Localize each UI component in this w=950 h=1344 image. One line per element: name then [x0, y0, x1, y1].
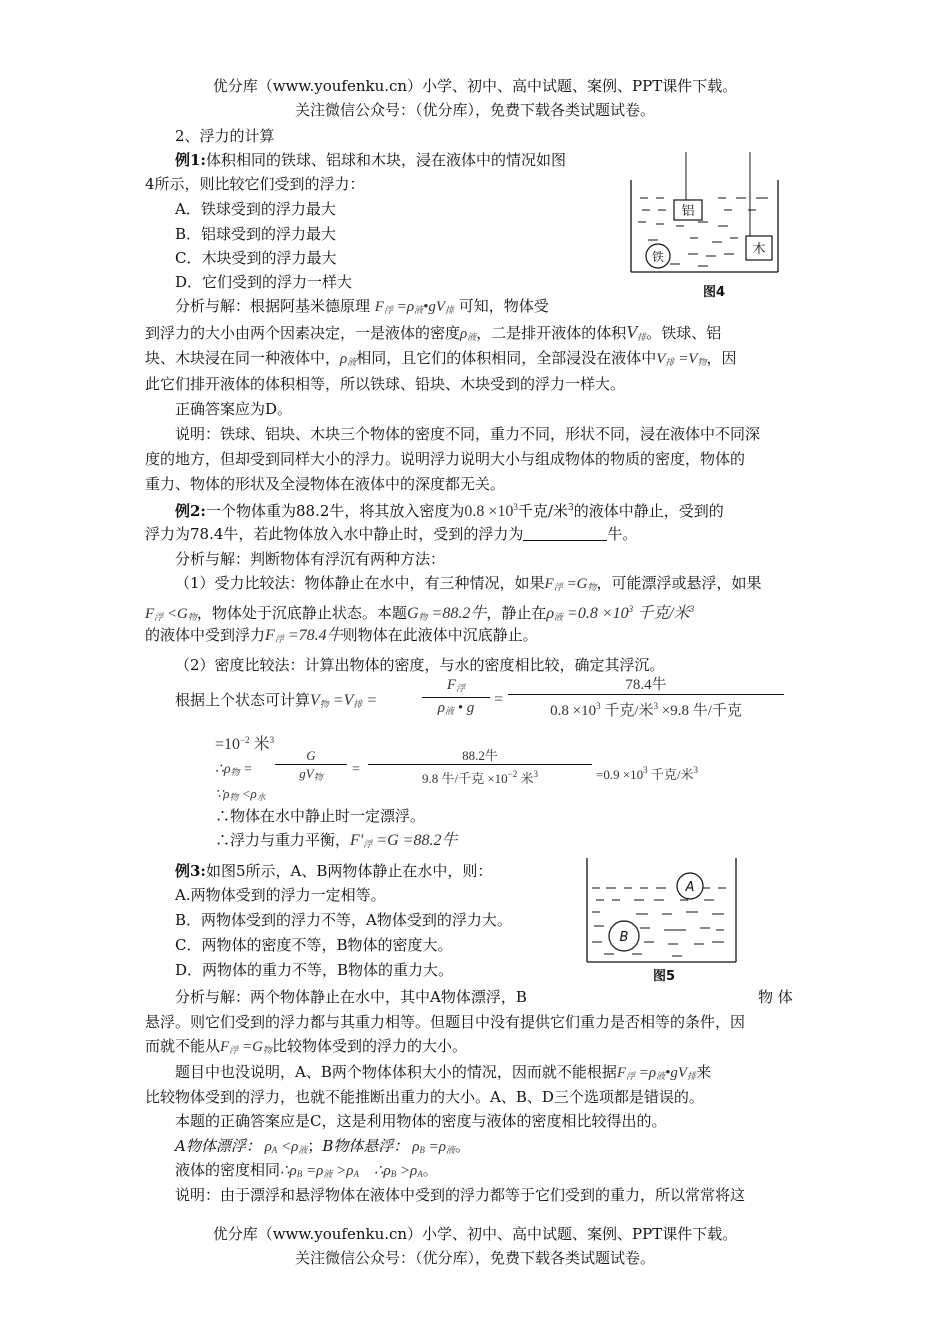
ex1-analysis-line3: [145, 348, 737, 372]
ex3-q: 如图5所示，A、B两物体静止在水中，则：: [205, 862, 493, 880]
ex2-density-value: $0.8 \times 10^3$: [464, 502, 518, 520]
ex2-question-line1: 例2:一个物体重为88.2牛，将其放入密度为$0.8 \times 10^3$千克/米$^3$的液体中静止，受到的: [175, 502, 724, 520]
ex2-q2-post: 牛。: [607, 525, 638, 543]
ex1-analysis-line2: [145, 322, 721, 347]
formula-f-prime: $F'_浮 =G =88.2$牛: [350, 832, 458, 849]
ex3-analysis-line3: [145, 1036, 467, 1060]
ex1-a2-post: 。铁球、铝: [646, 324, 722, 342]
ex3-question: [175, 861, 492, 881]
ex1-question-line1: [175, 150, 566, 170]
equals-sign-2: =: [352, 762, 360, 777]
formula-v-displaced: $V_排$: [626, 322, 647, 342]
ex1-note-line1: 说明：铁球、铝块、木块三个物体的密度不同，重力不同，形状不同，浸在液体中不同深: [175, 425, 761, 443]
fraction-volume-calc: 78.4牛 $0.8 \times 10^3$ 千克/米$^3$ ×9.8 牛/千克: [508, 676, 784, 722]
section-title: 2、浮力的计算: [175, 127, 275, 145]
ex2-label: 例2:: [175, 502, 206, 520]
header-line-2: 关注微信公众号：（优分库），免费下载各类试题试卷。: [294, 101, 655, 119]
ex1-a3-post: ，因: [706, 349, 737, 367]
ex2-m1b-mid2: ，静止在: [486, 604, 547, 622]
header-line-1: 优分库（www.youfenku.cn）小学、初中、高中试题、案例、PPT课件下载。: [212, 77, 738, 95]
formula-a-float: $\rho_A <\rho_液$: [260, 1139, 308, 1155]
ex3-option-b: B．两物体受到的浮力不等，A物体受到的浮力大。: [175, 911, 512, 929]
ex3-same-pre: 液体的密度相同: [175, 1161, 281, 1179]
ex3-float-conditions: A物体漂浮： $\rho_A <\rho_液$；B物体悬浮： $\rho_B =\rho_液$。: [175, 1137, 470, 1155]
ex1-option-c: C．木块受到的浮力最大: [175, 249, 337, 267]
formula-v-obj: $V_物 =V_排$ =: [310, 692, 378, 709]
figure-4-label-al: 铝: [681, 204, 695, 219]
footer-line-2: 关注微信公众号：（优分库），免费下载各类试题试卷。: [294, 1249, 655, 1267]
figure-5-label-b: B: [619, 930, 629, 945]
fraction-f-over-rho-g: $F_浮$ $\rho_液$ • g: [422, 676, 490, 721]
formula-f-eq-g: $F_浮 =G_物$: [544, 576, 597, 592]
ex2-conclusion-2: [215, 830, 457, 854]
ex3-option-a: A.两物体受到的浮力一定相等。: [175, 886, 386, 904]
figure-5: [584, 858, 744, 986]
ex3-label: 例3:: [175, 862, 206, 880]
formula-f-lt-g: $F_浮 <G_物$: [145, 606, 197, 622]
ex2-q1-post: 千克/米: [517, 502, 568, 520]
fraction-g-over-gv: G $gV_物$: [275, 748, 347, 786]
formula-g-value: $G_物 =88.2$牛: [406, 605, 487, 622]
ex2-calc-line1: [175, 690, 377, 714]
ex2-q2-pre: 浮力为78.4牛，若此物体放入水中静止时，受到的浮力为: [145, 525, 524, 543]
ex3-option-d: D．两物体的重力不等，B物体的重力大。: [175, 961, 454, 979]
ex1-analysis-line1: [175, 296, 549, 320]
formula-b-suspend: $\rho_B =\rho_液$: [408, 1139, 455, 1155]
ex1-analysis-line4: 此它们排开液体的体积相等，所以铁球、铅块、木块受到的浮力一样大。: [145, 375, 626, 393]
formula-f-value: $F_浮 =78.4$牛: [265, 627, 343, 644]
equals-sign: =: [494, 691, 504, 708]
ex2-q1-pre: 一个物体重为88.2牛，将其放入密度为: [205, 502, 465, 520]
figure-4-label-wood: 木: [752, 242, 766, 257]
figure-5-label-a: A: [685, 880, 695, 895]
ex3-analysis-line5: 比较物体受到的浮力，也就不能推断出重力的大小。A、B、D三个选项都是错误的。: [145, 1088, 704, 1106]
ex2-conclusion-1: ∴物体在水中静止时一定漂浮。: [215, 807, 426, 825]
ex2-m1c-pre: 的液体中受到浮力: [145, 626, 266, 644]
ex2-m1-pre: （1）受力比较法：物体静止在水中，有三种情况，如果: [175, 574, 545, 592]
formula-v-equal: $V_排 =V_物$: [656, 351, 707, 367]
ex2-method1-line1: [175, 573, 761, 597]
ex2-q1-end: 的液体中静止，受到的: [573, 502, 724, 520]
ex1-option-d: D．它们受到的浮力一样大: [175, 273, 353, 291]
ex2-calc-pre: 根据上个状态可计算: [175, 691, 311, 709]
ex2-m1-post: ，可能漂浮或悬浮，如果: [596, 574, 762, 592]
ex1-q1: 体积相同的铁球、铝球和木块，浸在液体中的情况如图: [205, 151, 566, 169]
ex1-option-a: A．铁球受到的浮力最大: [175, 200, 336, 218]
ex3-a4-post: 来: [696, 1063, 712, 1081]
ex1-a1-pre: 分析与解：根据阿基米德原理: [175, 297, 371, 315]
ex1-a1-post: 可知，物体受: [458, 297, 549, 315]
ex3-answer: 本题的正确答案应是C，这是利用物体的密度与液体的密度相比较得出的。: [175, 1112, 667, 1130]
footer-line-1: 优分库（www.youfenku.cn）小学、初中、高中试题、案例、PPT课件下载。: [212, 1225, 738, 1243]
ex3-float-b-pre: B物体悬浮：: [322, 1137, 409, 1155]
ex3-a3-pre: 而就不能从: [145, 1037, 221, 1055]
formula-rho-value: $\rho_液 =0.8 \times 10^3$ 千克/米$^3$: [546, 604, 695, 622]
formula-rho-obj-label: $\therefore\rho_物$ =: [215, 762, 253, 777]
formula-density-chain: $\therefore\rho_B =\rho_液 >\rho_A$ $\therefore\rho_B >\rho_A$: [280, 1163, 423, 1179]
ex1-note-line3: 重力、物体的形状及全浸物体在液体中的深度都无关。: [145, 475, 506, 493]
formula-rho-compare: $\because\rho_物 <\rho_水$: [215, 786, 266, 802]
ex2-m1b-mid: ，物体处于沉底静止状态。本题: [196, 604, 407, 622]
figure-4-caption: 图4: [702, 285, 726, 300]
ex2-method1-line3: [145, 625, 538, 649]
formula-density-result: $=0.9 \times 10^3$ 千克/米$^3$: [596, 765, 699, 782]
answer-blank[interactable]: [523, 526, 607, 541]
ex3-a3-post: 比较物体受到的浮力的大小。: [271, 1037, 467, 1055]
formula-archimedes-2: $F_浮$ $=\rho_液•gV_排$: [616, 1065, 697, 1081]
ex3-option-c: C．两物体的密度不等，B物体的密度大。: [175, 936, 453, 954]
figure-4: [628, 152, 786, 300]
ex2-method1-line2: [145, 599, 694, 627]
ex1-option-b: B．铝球受到的浮力最大: [175, 225, 337, 243]
ex1-a2-mid: ，二是排开液体的体积: [476, 324, 627, 342]
ex2-c2-text: ∴浮力与重力平衡，: [215, 831, 351, 849]
ex2-question-line2: [145, 524, 637, 544]
figure-5-caption: 图5: [652, 969, 676, 984]
fraction-density-calc: 88.2牛 9.8 牛/千克 $\times 10^{-2}$ 米$^3$: [368, 748, 592, 788]
ex3-a4-pre: 题目中也没说明，A、B两个物体体积大小的情况，因而就不能根据: [175, 1063, 617, 1081]
ex1-note-line2: 度的地方，但却受到同样大小的浮力。说明浮力说明大小与组成物体的物质的密度，物体的: [145, 450, 746, 468]
ex1-a2-pre: 到浮力的大小由两个因素决定，一是液体的密度: [145, 324, 461, 342]
formula-f-eq-g-2: $F_浮 =G_物$: [220, 1039, 272, 1055]
ex3-analysis-line4: [175, 1062, 711, 1086]
ex3-note: 说明：由于漂浮和悬浮物体在液体中受到的浮力都等于它们受到的重力，所以常常将这: [175, 1186, 746, 1204]
ex1-a3-pre: 块、木块浸在同一种液体中，: [145, 349, 341, 367]
formula-rho-liquid-2: $\rho_液$: [340, 351, 357, 367]
ex2-method2: （2）密度比较法：计算出物体的密度，与水的密度相比较，确定其浮沉。: [175, 656, 665, 674]
ex1-answer: 正确答案应为D。: [175, 400, 293, 418]
ex3-analysis-line1-right: 物 体: [758, 988, 793, 1006]
formula-volume-result: $=10^{-2}$ 米$^3$: [215, 735, 275, 753]
figure-4-label-fe: 铁: [651, 250, 665, 264]
ex3-analysis-line1: 分析与解：两个物体静止在水中，其中A物体漂浮，B: [175, 988, 527, 1006]
ex2-analysis-intro: 分析与解：判断物体有浮沉有两种方法：: [175, 550, 446, 568]
ex3-same-density: 液体的密度相同$\therefore\rho_B =\rho_液 >\rho_A$ $\therefore\rho_B >\rho_A$。: [175, 1161, 438, 1179]
ex3-analysis-line2: 悬浮。则它们受到的浮力都与其重力相等。但题目中没有提供它们重力是否相等的条件，因: [145, 1013, 746, 1031]
ex2-m1c-post: 则物体在此液体中沉底静止。: [342, 626, 538, 644]
ex3-float-a-pre: A物体漂浮：: [175, 1137, 261, 1155]
formula-rho-liquid: $\rho_液$: [460, 326, 477, 342]
ex1-question-line2: 4所示，则比较它们受到的浮力：: [145, 175, 365, 193]
ex1-a3-mid: 相同，且它们的体积相同，全部浸没在液体中: [356, 349, 657, 367]
formula-archimedes: $F_浮$ $=\rho_液•gV_排$: [374, 299, 455, 315]
ex1-label: 例1:: [175, 151, 206, 169]
